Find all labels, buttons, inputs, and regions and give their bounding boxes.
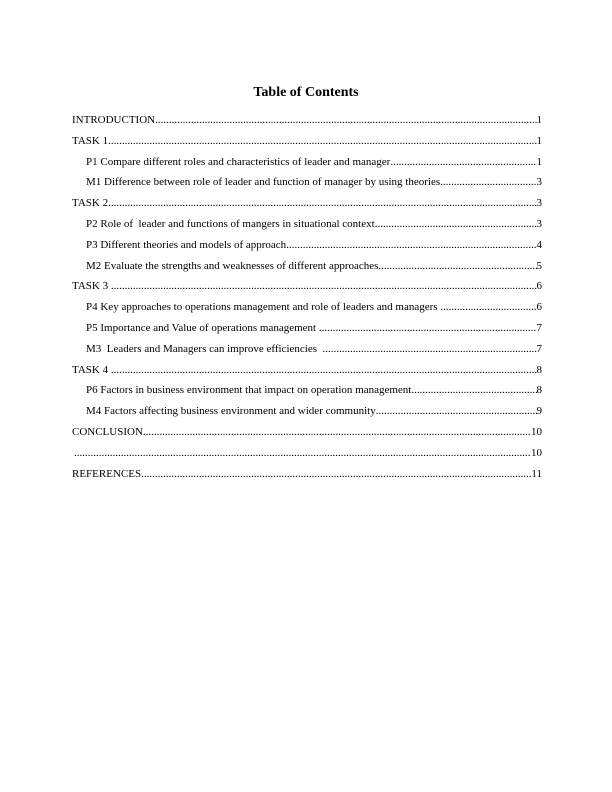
toc-entry-text: P3 Different theories and models of approach — [86, 238, 287, 251]
dot-leader — [411, 384, 536, 397]
toc-entry-page: 3 — [536, 217, 542, 230]
toc-entry-page: 9 — [536, 405, 542, 418]
toc-entry-p4[interactable] — [72, 301, 542, 322]
dot-leader — [111, 280, 537, 293]
toc-entry-text: TASK 2 — [72, 197, 109, 210]
toc-entry-p5[interactable] — [72, 322, 542, 343]
toc-entry-page: 1 — [536, 114, 542, 126]
toc-entry-p2[interactable] — [72, 218, 542, 239]
toc-entry-text: P4 Key approaches to operations management and role of leaders and managers — [86, 301, 441, 314]
dot-leader — [155, 114, 536, 127]
toc-entry-m4[interactable] — [72, 405, 542, 426]
toc-entry-p3[interactable] — [72, 239, 542, 260]
toc-entry-untitled[interactable] — [72, 447, 542, 468]
toc-entry-page: 1 — [536, 155, 542, 168]
toc-entry-text: TASK 3 — [72, 280, 111, 293]
toc-entry-task-3[interactable] — [72, 280, 542, 301]
toc-entry-page: 1 — [536, 134, 542, 147]
dot-leader — [440, 176, 536, 189]
toc-entry-p1[interactable] — [72, 156, 542, 177]
dot-leader — [143, 426, 531, 439]
dot-leader — [375, 218, 537, 231]
toc-entry-text: TASK 1 — [72, 134, 109, 147]
toc-entry-text: REFERENCES — [72, 467, 142, 480]
table-of-contents — [72, 114, 542, 488]
toc-entry-page: 6 — [536, 280, 542, 293]
toc-entry-text: CONCLUSION — [72, 425, 143, 438]
toc-title: Table of Contents — [253, 85, 359, 100]
toc-entry-page: 5 — [536, 259, 542, 272]
toc-entry-task-1[interactable] — [72, 135, 542, 156]
toc-entry-text: P5 Importance and Value of operations management — [86, 321, 319, 334]
dot-leader — [390, 156, 536, 169]
dot-leader — [286, 239, 536, 252]
dot-leader — [376, 405, 537, 418]
toc-entry-text: P6 Factors in business environment that impact on operation management — [86, 384, 412, 397]
toc-entry-text: M4 Factors affecting business environment and wider community — [86, 405, 376, 418]
toc-entry-task-2[interactable] — [72, 197, 542, 218]
toc-entry-page: 4 — [536, 238, 542, 251]
dot-leader — [378, 260, 536, 273]
toc-entry-page: 7 — [536, 321, 542, 334]
toc-entry-page: 6 — [536, 301, 542, 314]
toc-entry-text: INTRODUCTION — [72, 114, 156, 126]
toc-entry-text: M2 Evaluate the strengths and weaknesses of different approaches — [86, 259, 379, 272]
toc-entry-p6[interactable] — [72, 384, 542, 405]
dot-leader — [319, 322, 537, 335]
toc-entry-m2[interactable] — [72, 260, 542, 281]
toc-entry-references[interactable] — [72, 468, 542, 489]
toc-entry-text: TASK 4 — [72, 363, 111, 376]
toc-entry-page: 11 — [531, 467, 542, 480]
dot-leader — [323, 343, 537, 356]
toc-entry-page: 3 — [536, 197, 542, 210]
toc-entry-text: M1 Difference between role of leader and function of manager by using theories — [86, 176, 441, 189]
toc-entry-page: 7 — [536, 342, 542, 355]
toc-entry-page: 8 — [536, 363, 542, 376]
toc-entry-conclusion[interactable] — [72, 426, 542, 447]
dot-leader — [141, 468, 531, 481]
toc-entry-task-4[interactable] — [72, 364, 542, 385]
toc-entry-page: 8 — [536, 384, 542, 397]
toc-entry-text: P2 Role of leader and functions of mangers in situational context — [86, 217, 375, 230]
dot-leader — [108, 135, 536, 148]
toc-entry-page: 10 — [531, 425, 542, 438]
toc-entry-page: 3 — [536, 176, 542, 189]
toc-entry-page: 10 — [531, 446, 542, 459]
dot-leader — [440, 301, 536, 314]
dot-leader — [74, 447, 531, 460]
dot-leader — [108, 197, 536, 210]
toc-entry-m1[interactable] — [72, 176, 542, 197]
toc-entry-text: M3 Leaders and Managers can improve efficiencies — [86, 342, 323, 355]
toc-entry-introduction[interactable] — [72, 114, 542, 135]
toc-entry-text: P1 Compare different roles and characteristics of leader and manager — [86, 155, 391, 168]
toc-entry-m3[interactable] — [72, 343, 542, 364]
dot-leader — [111, 364, 537, 377]
